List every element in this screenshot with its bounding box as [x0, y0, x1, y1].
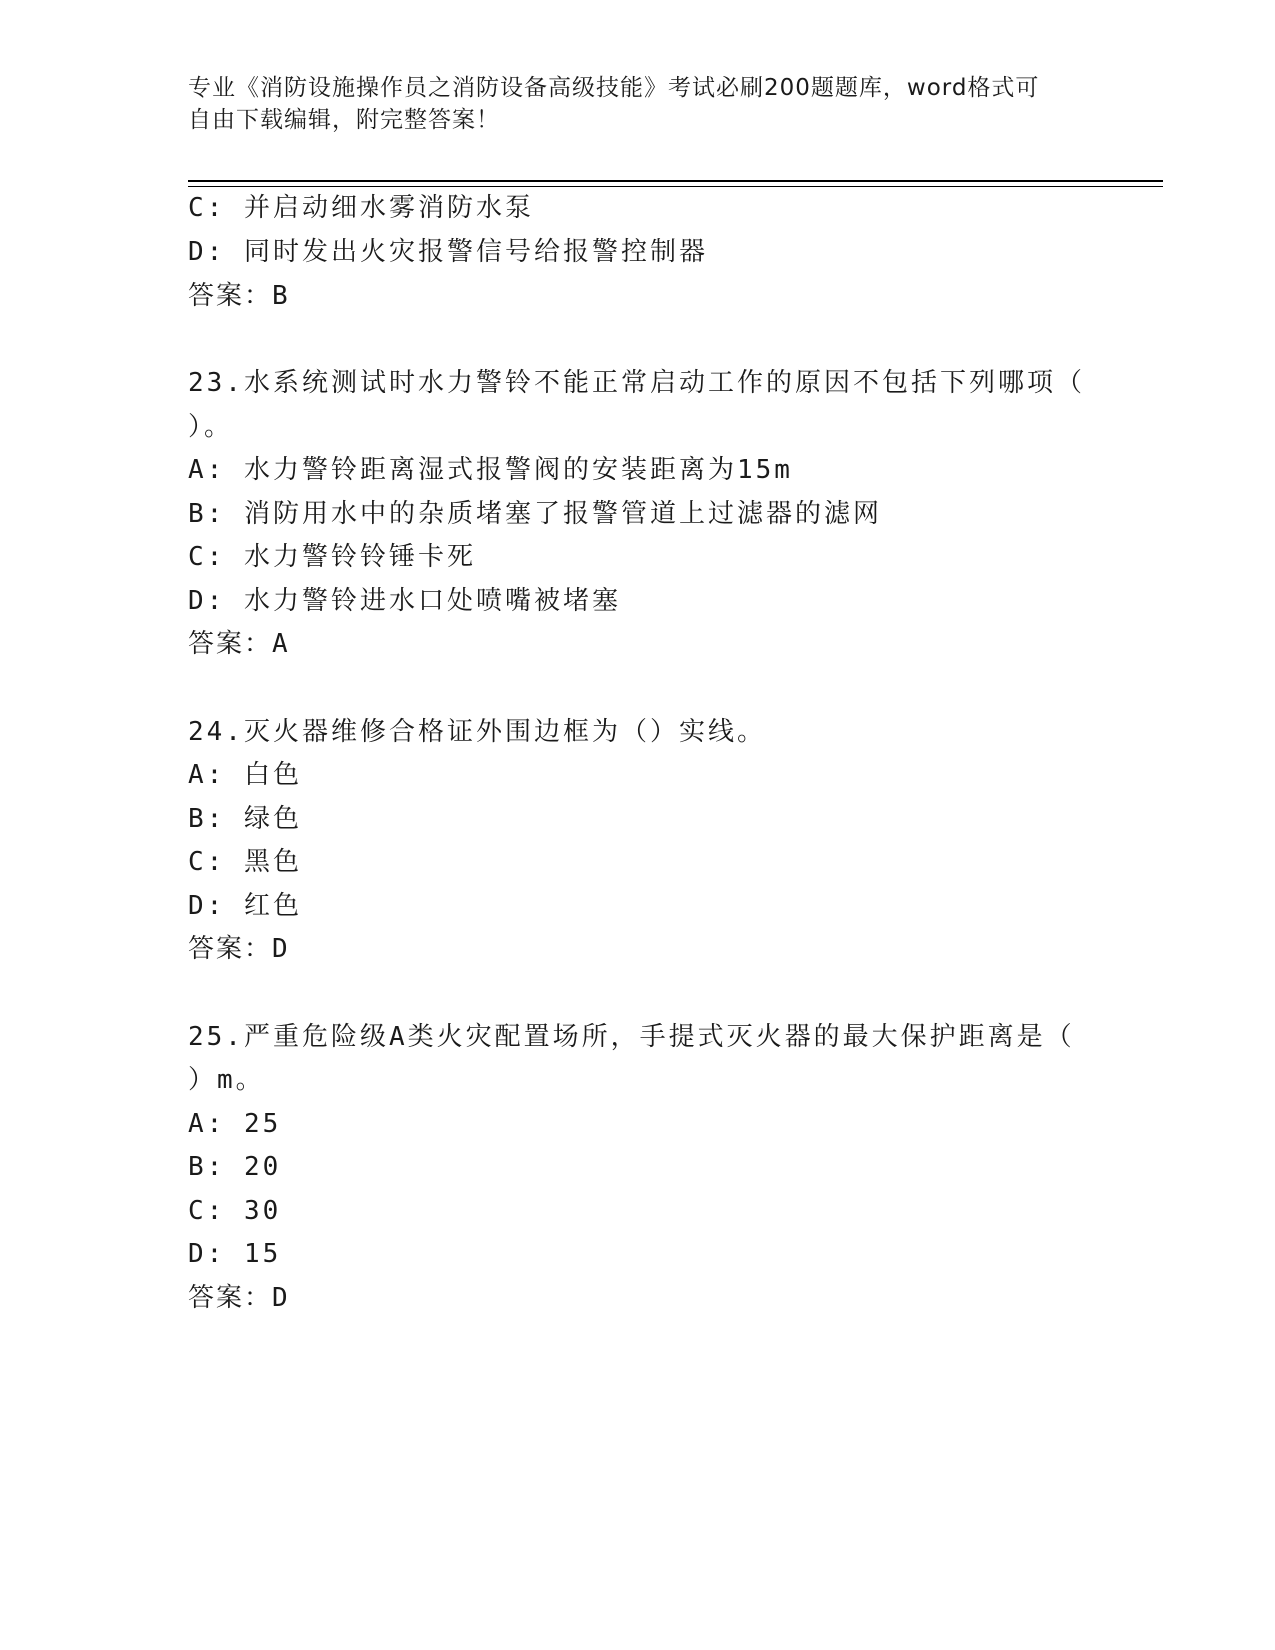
- q25-stem-line-1: 25.严重危险级A类火灾配置场所，手提式灭火器的最大保护距离是（: [188, 1022, 1075, 1052]
- answer-value: D: [272, 1283, 290, 1313]
- q24-option-a: A: 白色: [188, 760, 302, 790]
- q23-option-b: B: 消防用水中的杂质堵塞了报警管道上过滤器的滤网: [188, 499, 882, 529]
- document-header: [188, 72, 1068, 136]
- q24-stem-line-1: 24.灭火器维修合格证外围边框为（）实线。: [188, 717, 766, 747]
- answer-label: 答案：: [188, 934, 273, 964]
- answer-label: 答案：: [188, 281, 273, 311]
- q23-option-d: D: 水力警铃进水口处喷嘴被堵塞: [188, 586, 621, 616]
- q25-option-b: B: 20: [188, 1152, 282, 1182]
- q22-option-c: C: 并启动细水雾消防水泵: [188, 193, 534, 223]
- q24-option-b: B: 绿色: [188, 804, 302, 834]
- q25-option-c: C: 30: [188, 1196, 282, 1226]
- q24-option-c: C: 黑色: [188, 847, 302, 877]
- q25-answer: [188, 1281, 290, 1315]
- q23-stem-line-2: ）。: [188, 412, 234, 442]
- q25-option-d: D: 15: [188, 1239, 282, 1269]
- answer-label: 答案：: [188, 1283, 273, 1313]
- answer-label: 答案：: [188, 629, 273, 659]
- header-rule-thick: [188, 180, 1163, 182]
- q22-answer: [188, 279, 290, 313]
- answer-value: D: [272, 934, 290, 964]
- q23-stem-line-1: 23.水系统测试时水力警铃不能正常启动工作的原因不包括下列哪项（: [188, 368, 1085, 398]
- header-rule-thin: [188, 186, 1163, 187]
- q22-option-d: D: 同时发出火灾报警信号给报警控制器: [188, 237, 708, 267]
- q23-answer: [188, 627, 290, 661]
- header-line-2: 自由下载编辑，附完整答案！: [188, 107, 500, 133]
- answer-value: B: [272, 281, 290, 311]
- answer-value: A: [272, 629, 290, 659]
- q24-answer: [188, 932, 290, 966]
- header-line-1: 专业《消防设施操作员之消防设备高级技能》考试必刷200题题库，word格式可: [188, 75, 1040, 101]
- q23-option-a: A: 水力警铃距离湿式报警阀的安装距离为15m: [188, 455, 793, 485]
- q25-option-a: A: 25: [188, 1109, 282, 1139]
- q25-stem-line-2: ）m。: [188, 1065, 265, 1095]
- q24-option-d: D: 红色: [188, 891, 302, 921]
- q23-option-c: C: 水力警铃铃锤卡死: [188, 542, 476, 572]
